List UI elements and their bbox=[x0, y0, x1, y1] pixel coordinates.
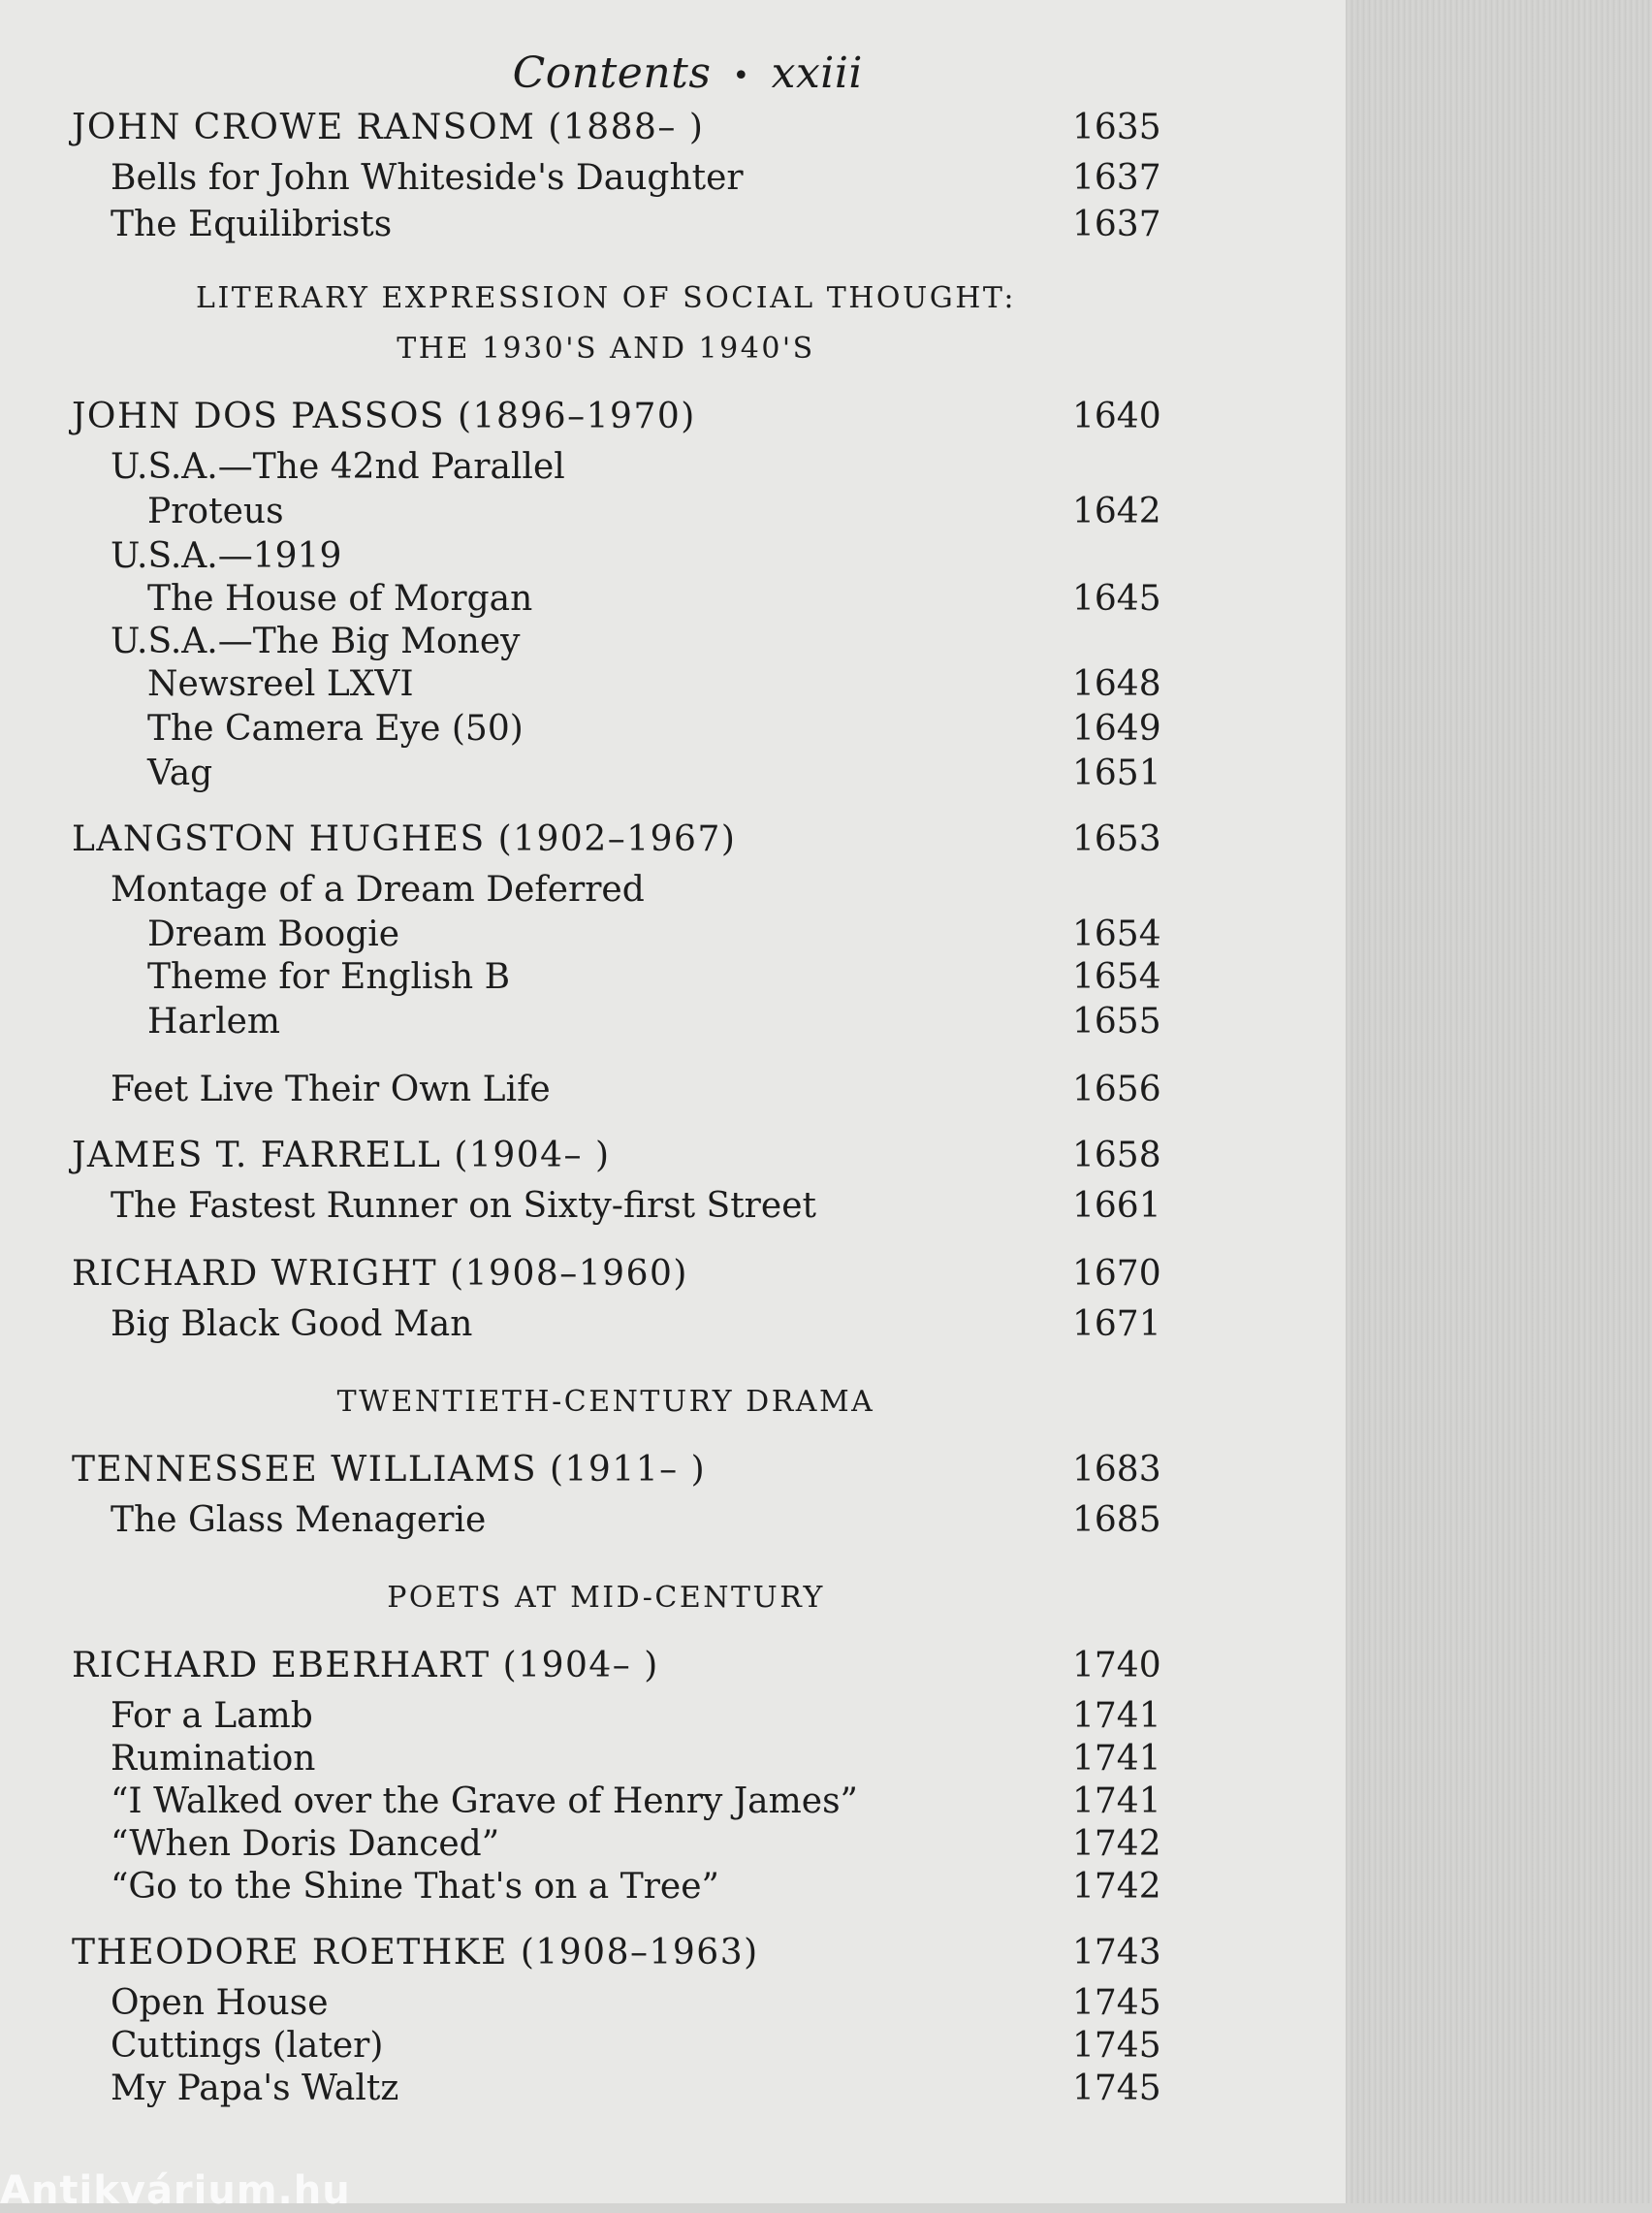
work-entry bbox=[0, 1694, 1346, 1739]
section-heading: POETS AT MID-CENTURY bbox=[387, 1581, 825, 1615]
work-entry bbox=[0, 2024, 1346, 2069]
entry-page-number: 1642 bbox=[1072, 492, 1161, 531]
entry-title: JOHN CROWE RANSOM (1888– ) bbox=[72, 108, 705, 147]
entry-title: The Camera Eye (50) bbox=[147, 709, 524, 749]
entry-page-number: 1653 bbox=[1072, 819, 1161, 859]
entry-title: Open House bbox=[111, 1983, 329, 2023]
author-entry bbox=[0, 818, 1346, 862]
work-entry bbox=[0, 534, 1346, 579]
entry-title: For a Lamb bbox=[111, 1696, 313, 1736]
work-entry bbox=[0, 1184, 1346, 1229]
section-heading: THE 1930'S AND 1940'S bbox=[397, 332, 815, 366]
entry-page-number: 1640 bbox=[1072, 397, 1161, 436]
entry-page-number: 1742 bbox=[1072, 1867, 1161, 1907]
section-heading: TWENTIETH-CENTURY DRAMA bbox=[336, 1385, 875, 1419]
entry-title: JOHN DOS PASSOS (1896–1970) bbox=[72, 397, 696, 436]
author-entry bbox=[0, 1644, 1346, 1688]
entry-title: LANGSTON HUGHES (1902–1967) bbox=[72, 819, 737, 859]
entry-title: U.S.A.—The Big Money bbox=[111, 622, 521, 661]
work-entry bbox=[0, 490, 1346, 534]
work-entry bbox=[0, 868, 1346, 913]
section-heading: LITERARY EXPRESSION OF SOCIAL THOUGHT: bbox=[196, 281, 1016, 315]
entry-page-number: 1742 bbox=[1072, 1824, 1161, 1864]
entry-title: Harlem bbox=[147, 1002, 281, 1042]
entry-title: Big Black Good Man bbox=[111, 1304, 473, 1344]
entry-page-number: 1685 bbox=[1072, 1500, 1161, 1540]
work-entry bbox=[0, 203, 1346, 247]
author-entry bbox=[0, 395, 1346, 439]
entry-page-number: 1656 bbox=[1072, 1070, 1161, 1109]
author-entry bbox=[0, 1931, 1346, 1975]
entry-page-number: 1683 bbox=[1072, 1450, 1161, 1490]
entry-title: Newsreel LXVI bbox=[147, 664, 414, 704]
work-entry bbox=[0, 1302, 1346, 1347]
entry-page-number: 1745 bbox=[1072, 2069, 1161, 2108]
entry-title: “I Walked over the Grave of Henry James” bbox=[111, 1781, 858, 1821]
entry-page-number: 1743 bbox=[1072, 1933, 1161, 1972]
entry-page-number: 1658 bbox=[1072, 1136, 1161, 1175]
entry-title: Montage of a Dream Deferred bbox=[111, 870, 645, 910]
entry-page-number: 1654 bbox=[1072, 957, 1161, 997]
work-entry bbox=[0, 1000, 1346, 1044]
entry-title: Dream Boogie bbox=[147, 914, 400, 954]
entry-page-number: 1741 bbox=[1072, 1781, 1161, 1821]
entry-page-number: 1740 bbox=[1072, 1646, 1161, 1685]
entry-title: My Papa's Waltz bbox=[111, 2069, 399, 2108]
work-entry bbox=[0, 445, 1346, 490]
work-entry bbox=[0, 752, 1346, 796]
entry-page-number: 1671 bbox=[1072, 1304, 1161, 1344]
entry-page-number: 1741 bbox=[1072, 1696, 1161, 1736]
work-entry bbox=[0, 913, 1346, 957]
entry-title: RICHARD WRIGHT (1908–1960) bbox=[72, 1254, 688, 1294]
entry-title: “When Doris Danced” bbox=[111, 1824, 500, 1864]
work-entry bbox=[0, 1981, 1346, 2026]
entry-page-number: 1651 bbox=[1072, 754, 1161, 793]
entry-page-number: 1637 bbox=[1072, 158, 1161, 198]
entry-title: The House of Morgan bbox=[147, 579, 533, 619]
running-header bbox=[513, 48, 863, 98]
work-entry bbox=[0, 1737, 1346, 1781]
work-entry bbox=[0, 2067, 1346, 2111]
entry-title: The Fastest Runner on Sixty-first Street bbox=[111, 1186, 816, 1226]
work-entry bbox=[0, 577, 1346, 622]
entry-page-number: 1670 bbox=[1072, 1254, 1161, 1294]
entry-title: U.S.A.—The 42nd Parallel bbox=[111, 447, 565, 487]
adjacent-surface bbox=[1346, 0, 1652, 2203]
work-entry bbox=[0, 1822, 1346, 1867]
entry-title: RICHARD EBERHART (1904– ) bbox=[72, 1646, 659, 1685]
entry-title: Vag bbox=[147, 754, 213, 793]
entry-page-number: 1661 bbox=[1072, 1186, 1161, 1226]
entry-title: Proteus bbox=[147, 492, 284, 531]
entry-title: TENNESSEE WILLIAMS (1911– ) bbox=[72, 1450, 707, 1490]
entry-title: The Equilibrists bbox=[111, 205, 393, 244]
entry-title: “Go to the Shine That's on a Tree” bbox=[111, 1867, 719, 1907]
header-separator: • bbox=[732, 59, 750, 93]
work-entry bbox=[0, 1865, 1346, 1909]
author-entry bbox=[0, 1134, 1346, 1178]
entry-page-number: 1635 bbox=[1072, 108, 1161, 147]
entry-page-number: 1648 bbox=[1072, 664, 1161, 704]
entry-page-number: 1745 bbox=[1072, 2026, 1161, 2066]
header-title: Contents bbox=[512, 48, 712, 98]
work-entry bbox=[0, 955, 1346, 1000]
entry-title: Theme for English B bbox=[147, 957, 511, 997]
entry-title: The Glass Menagerie bbox=[111, 1500, 487, 1540]
work-entry bbox=[0, 1068, 1346, 1112]
work-entry bbox=[0, 156, 1346, 201]
entry-page-number: 1745 bbox=[1072, 1983, 1161, 2023]
entry-title: JAMES T. FARRELL (1904– ) bbox=[72, 1136, 611, 1175]
watermark: Antikvárium.hu bbox=[0, 2168, 351, 2213]
author-entry bbox=[0, 1252, 1346, 1297]
entry-page-number: 1649 bbox=[1072, 709, 1161, 749]
work-entry bbox=[0, 620, 1346, 664]
work-entry bbox=[0, 1498, 1346, 1543]
work-entry bbox=[0, 707, 1346, 752]
work-entry bbox=[0, 662, 1346, 707]
author-entry bbox=[0, 1448, 1346, 1492]
entry-page-number: 1645 bbox=[1072, 579, 1161, 619]
work-entry bbox=[0, 1780, 1346, 1824]
entry-page-number: 1637 bbox=[1072, 205, 1161, 244]
entry-page-number: 1741 bbox=[1072, 1739, 1161, 1779]
entry-title: U.S.A.—1919 bbox=[111, 536, 342, 576]
entry-title: Cuttings (later) bbox=[111, 2026, 384, 2066]
entry-title: THEODORE ROETHKE (1908–1963) bbox=[72, 1933, 759, 1972]
entry-title: Bells for John Whiteside's Daughter bbox=[111, 158, 744, 198]
entry-title: Feet Live Their Own Life bbox=[111, 1070, 551, 1109]
author-entry bbox=[0, 106, 1346, 150]
entry-page-number: 1655 bbox=[1072, 1002, 1161, 1042]
entry-title: Rumination bbox=[111, 1739, 316, 1779]
entry-page-number: 1654 bbox=[1072, 914, 1161, 954]
header-page-number: xxiii bbox=[771, 48, 863, 98]
